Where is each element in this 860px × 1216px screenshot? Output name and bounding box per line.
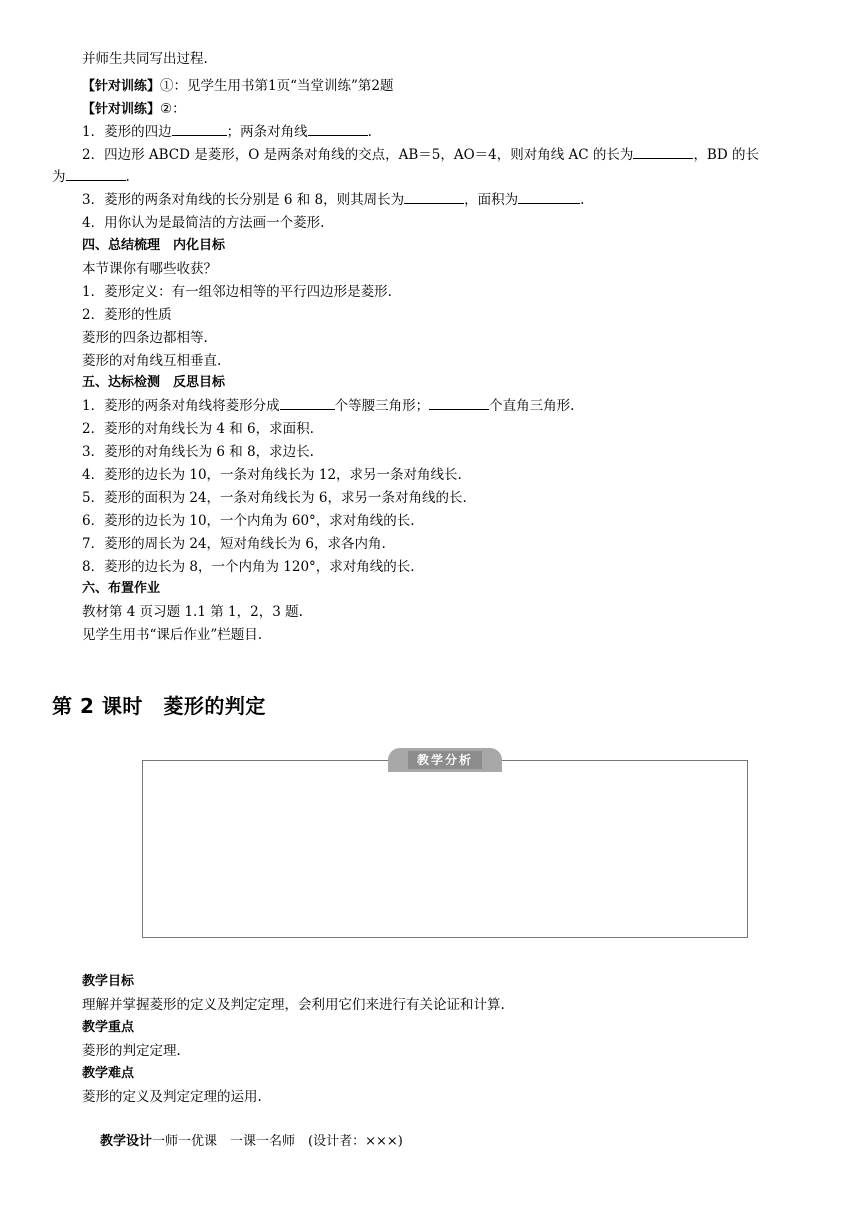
key-text: 菱形的判定定理. <box>82 1043 181 1059</box>
exercise-1 <box>82 123 372 141</box>
teaching-analysis-box <box>142 760 748 938</box>
training-line-2 <box>82 100 186 119</box>
answer-blank <box>280 397 335 410</box>
check-item-3: 3．菱形的对角线长为 6 和 8，求边长. <box>82 444 314 460</box>
text-line: 并师生共同写出过程. <box>82 51 208 67</box>
training-tag: 【针对训练】 <box>82 79 161 94</box>
text-segment: 为 <box>52 169 66 185</box>
text-segment: ，BD 的长 <box>693 147 759 163</box>
design-tagline: 一师一优课 一课一名师 (设计者：×××) <box>152 1134 403 1149</box>
teaching-analysis-label: 教学分析 <box>408 751 482 769</box>
section-heading: 四、总结梳理 内化目标 <box>82 238 226 253</box>
check-item-7: 7．菱形的周长为 24，短对角线长为 6，求各内角. <box>82 536 386 552</box>
exercise-4: 4．用你认为是最简洁的方法画一个菱形. <box>82 215 325 231</box>
training-text: ①：见学生用书第1页“当堂训练”第2题 <box>160 78 394 94</box>
exercise-2 <box>82 146 759 164</box>
design-label: 教学设计 <box>100 1134 153 1149</box>
design-footer <box>100 1130 403 1149</box>
check-item-6: 6．菱形的边长为 10，一个内角为 60°，求对角线的长. <box>82 513 415 529</box>
text-line: 菱形的四条边都相等. <box>82 330 208 346</box>
text-segment: 1．菱形的四边 <box>82 124 172 140</box>
answer-blank <box>172 123 227 136</box>
training-line-1 <box>82 77 394 96</box>
text-segment: ，面积为 <box>464 192 519 208</box>
training-text: ②： <box>160 101 186 117</box>
check-item-4: 4．菱形的边长为 10，一条对角线长为 12，求另一条对角线长. <box>82 467 462 483</box>
goal-text: 理解并掌握菱形的定义及判定定理，会利用它们来进行有关论证和计算. <box>82 997 505 1013</box>
answer-blank <box>404 191 464 204</box>
exercise-2-cont <box>52 168 130 186</box>
text-line: 见学生用书“课后作业”栏题目. <box>82 627 263 643</box>
answer-blank <box>429 397 489 410</box>
text-segment: 个直角三角形. <box>489 398 575 414</box>
lesson-title: 第 2 课时 菱形的判定 <box>52 694 266 718</box>
check-item-2: 2．菱形的对角线长为 4 和 6，求面积. <box>82 421 314 437</box>
text-segment: 2．四边形 ABCD 是菱形，O 是两条对角线的交点，AB＝5，AO＝4，则对角线 AC 的长为 <box>82 147 634 163</box>
check-item-5: 5．菱形的面积为 24，一条对角线长为 6，求另一条对角线的长. <box>82 490 467 506</box>
answer-blank <box>518 191 580 204</box>
difficulty-text: 菱形的定义及判定定理的运用. <box>82 1089 262 1105</box>
text-segment: 3．菱形的两条对角线的长分别是 6 和 8，则其周长为 <box>82 192 405 208</box>
check-item-8: 8．菱形的边长为 8，一个内角为 120°，求对角线的长. <box>82 559 415 575</box>
text-segment: 个等腰三角形； <box>334 398 430 414</box>
text-line: 本节课你有哪些收获？ <box>82 261 217 277</box>
section-heading: 六、布置作业 <box>82 581 161 596</box>
answer-blank <box>66 168 126 181</box>
text-line: 菱形的对角线互相垂直. <box>82 353 222 369</box>
exercise-3 <box>82 191 584 209</box>
answer-blank <box>633 146 693 159</box>
text-segment: . <box>580 192 585 208</box>
teaching-analysis-tab <box>388 748 502 772</box>
training-tag: 【针对训练】 <box>82 102 161 117</box>
text-line: 1．菱形定义：有一组邻边相等的平行四边形是菱形. <box>82 284 392 300</box>
difficulty-heading: 教学难点 <box>82 1066 135 1081</box>
goal-heading: 教学目标 <box>82 974 135 989</box>
text-line: 2．菱形的性质 <box>82 307 172 323</box>
text-segment: . <box>367 124 372 140</box>
answer-blank <box>308 123 368 136</box>
check-item-1 <box>82 397 574 415</box>
text-line: 教材第 4 页习题 1.1 第 1，2，3 题. <box>82 604 303 620</box>
text-segment: . <box>125 169 130 185</box>
text-segment: ；两条对角线 <box>226 124 308 140</box>
text-segment: 1．菱形的两条对角线将菱形分成 <box>82 398 280 414</box>
section-heading: 五、达标检测 反思目标 <box>82 375 226 390</box>
key-heading: 教学重点 <box>82 1020 135 1035</box>
